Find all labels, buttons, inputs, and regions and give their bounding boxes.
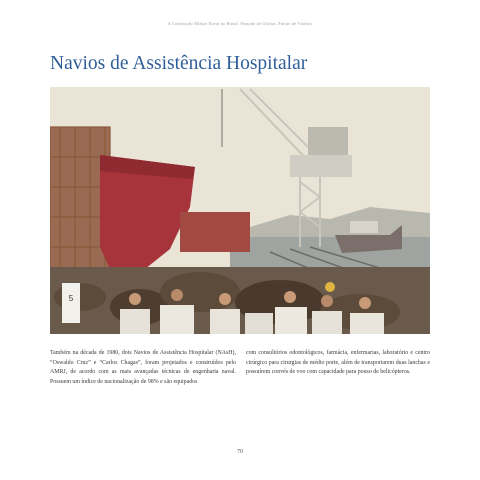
page-number: 70 — [237, 449, 243, 455]
running-header: A Construção Militar Naval no Brasil: Passado de Glórias, Futuro de Vitórias — [167, 21, 313, 26]
photo-hull-sign — [62, 283, 80, 323]
shipyard-photo — [50, 87, 430, 334]
photo-hull-number: 5 — [68, 294, 74, 303]
body-text-left-column: Também na década de 1980, dois Navios de Assistência Hospitalar (NAsH), “Oswaldo Cruz” e “Carlos Chagas”, foram projetados e construídos pelo AMRJ, de acordo com as mais avançadas técnicas de engenharia naval. Possuem um índice de nacionalização de 98% e são equipados — [50, 350, 236, 385]
body-text-right-column: com consultórios odontológicos, farmácia, enfermarias, laboratório e centro cirúrgico para cirurgias de médio porte, além de transportarem duas lanchas e possuírem convés de voo com capacidade para pouso de helicópteros. — [246, 350, 430, 376]
section-title: Navios de Assistência Hospitalar — [50, 53, 308, 74]
